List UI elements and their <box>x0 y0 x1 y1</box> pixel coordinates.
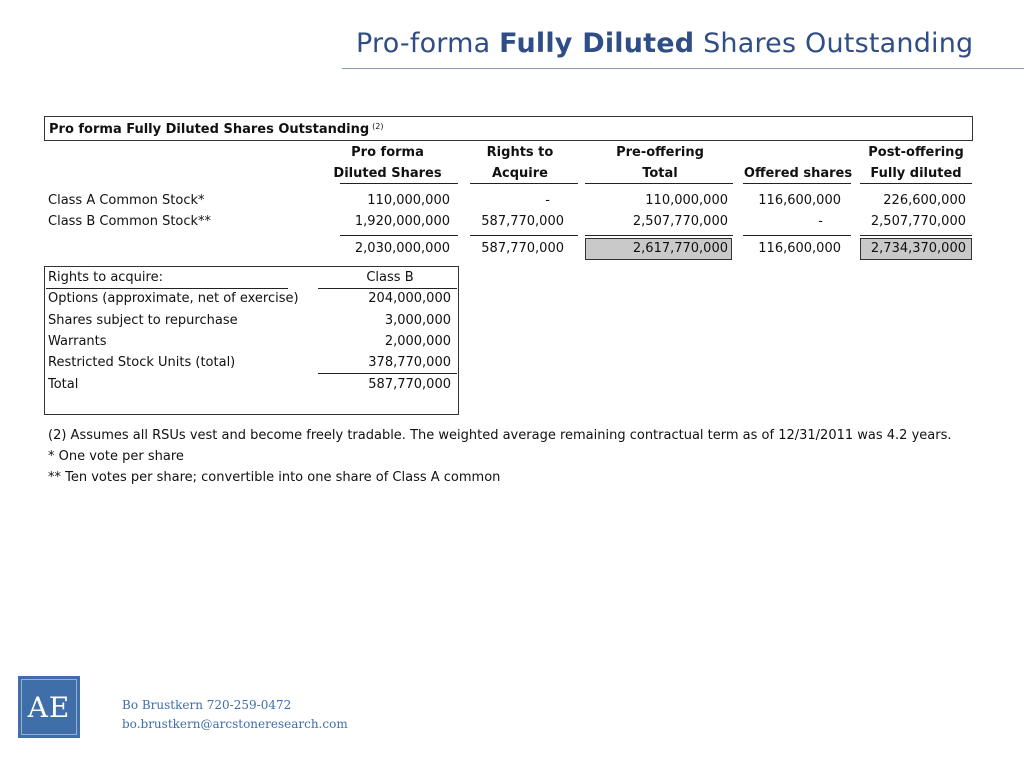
note-class-b: ** Ten votes per share; convertible into one share of Class A common <box>48 470 501 485</box>
header-col5-line2: Fully diluted <box>870 166 962 181</box>
rights-title-rule <box>46 288 288 289</box>
header-col1-line2: Diluted Shares <box>333 166 442 181</box>
rights-total-rule <box>318 373 457 374</box>
total-col2: 587,770,000 <box>481 241 564 256</box>
rights-label-warrants: Warrants <box>48 334 107 349</box>
rights-value-warrants: 2,000,000 <box>384 334 451 349</box>
note-class-a: * One vote per share <box>48 449 184 464</box>
cell-class-a-col3: 110,000,000 <box>645 193 728 208</box>
rights-label-repurchase: Shares subject to repurchase <box>48 313 238 328</box>
total-rule-col3 <box>585 235 733 236</box>
total-col4: 116,600,000 <box>758 241 841 256</box>
rights-label-total: Total <box>48 377 79 392</box>
rights-value-repurchase: 3,000,000 <box>384 313 451 328</box>
rights-label-rsu: Restricted Stock Units (total) <box>48 355 236 370</box>
rights-value-total: 587,770,000 <box>368 377 451 392</box>
header-col3-line1: Pre-offering <box>616 145 704 160</box>
title-pre: Pro-forma <box>356 28 500 59</box>
rights-title: Rights to acquire: <box>48 270 163 285</box>
table-title <box>49 122 384 138</box>
title-rule <box>342 68 1024 69</box>
total-col3: 2,617,770,000 <box>632 241 728 256</box>
header-col1-rule <box>340 183 458 184</box>
cell-class-b-col1: 1,920,000,000 <box>354 214 450 229</box>
total-rule-col5 <box>860 235 972 236</box>
header-col4-rule <box>743 183 851 184</box>
cell-class-a-col2: - <box>545 193 550 208</box>
header-col3-line2: Total <box>642 166 678 181</box>
total-col5: 2,734,370,000 <box>870 241 966 256</box>
table-title-note: (2) <box>372 122 384 131</box>
page-title <box>356 28 973 59</box>
table-title-text: Pro forma Fully Diluted Shares Outstanding <box>49 122 370 137</box>
row-label-class-a: Class A Common Stock* <box>48 193 205 208</box>
title-bold: Fully Diluted <box>499 28 695 59</box>
ae-logo <box>18 676 80 738</box>
header-col2-line2: Acquire <box>491 166 548 181</box>
row-label-class-b: Class B Common Stock** <box>48 214 212 229</box>
header-col2-line1: Rights to <box>486 145 554 160</box>
cell-class-a-col5: 226,600,000 <box>883 193 966 208</box>
cell-class-b-col5: 2,507,770,000 <box>870 214 966 229</box>
cell-class-b-col3: 2,507,770,000 <box>632 214 728 229</box>
header-col5-line1: Post-offering <box>868 145 964 160</box>
title-post: Shares Outstanding <box>694 28 974 59</box>
contact-email[interactable]: bo.brustkern@arcstoneresearch.com <box>122 717 348 731</box>
cell-class-b-col4: - <box>818 214 823 229</box>
cell-class-a-col1: 110,000,000 <box>367 193 450 208</box>
rights-column-header: Class B <box>366 270 414 285</box>
contact-phone: Bo Brustkern 720-259-0472 <box>122 698 292 712</box>
total-col1: 2,030,000,000 <box>354 241 450 256</box>
header-col3-rule <box>585 183 733 184</box>
header-col4-line2: Offered shares <box>743 166 853 181</box>
logo-frame <box>21 679 77 735</box>
rights-value-rsu: 378,770,000 <box>368 355 451 370</box>
rights-value-options: 204,000,000 <box>368 291 451 306</box>
rights-column-rule <box>318 288 457 289</box>
total-rule-col4 <box>743 235 851 236</box>
header-col1-line1: Pro forma <box>351 145 424 160</box>
total-rule-col1 <box>340 235 458 236</box>
cell-class-b-col2: 587,770,000 <box>481 214 564 229</box>
header-col5-rule <box>860 183 972 184</box>
header-col2-rule <box>470 183 578 184</box>
note-2: (2) Assumes all RSUs vest and become freely tradable. The weighted average remaining contractual term as of 12/31/2011 was 4.2 years. <box>48 428 952 443</box>
total-rule-col2 <box>470 235 578 236</box>
cell-class-a-col4: 116,600,000 <box>758 193 841 208</box>
logo-text: AE <box>27 690 71 724</box>
rights-label-options: Options (approximate, net of exercise) <box>48 291 299 306</box>
